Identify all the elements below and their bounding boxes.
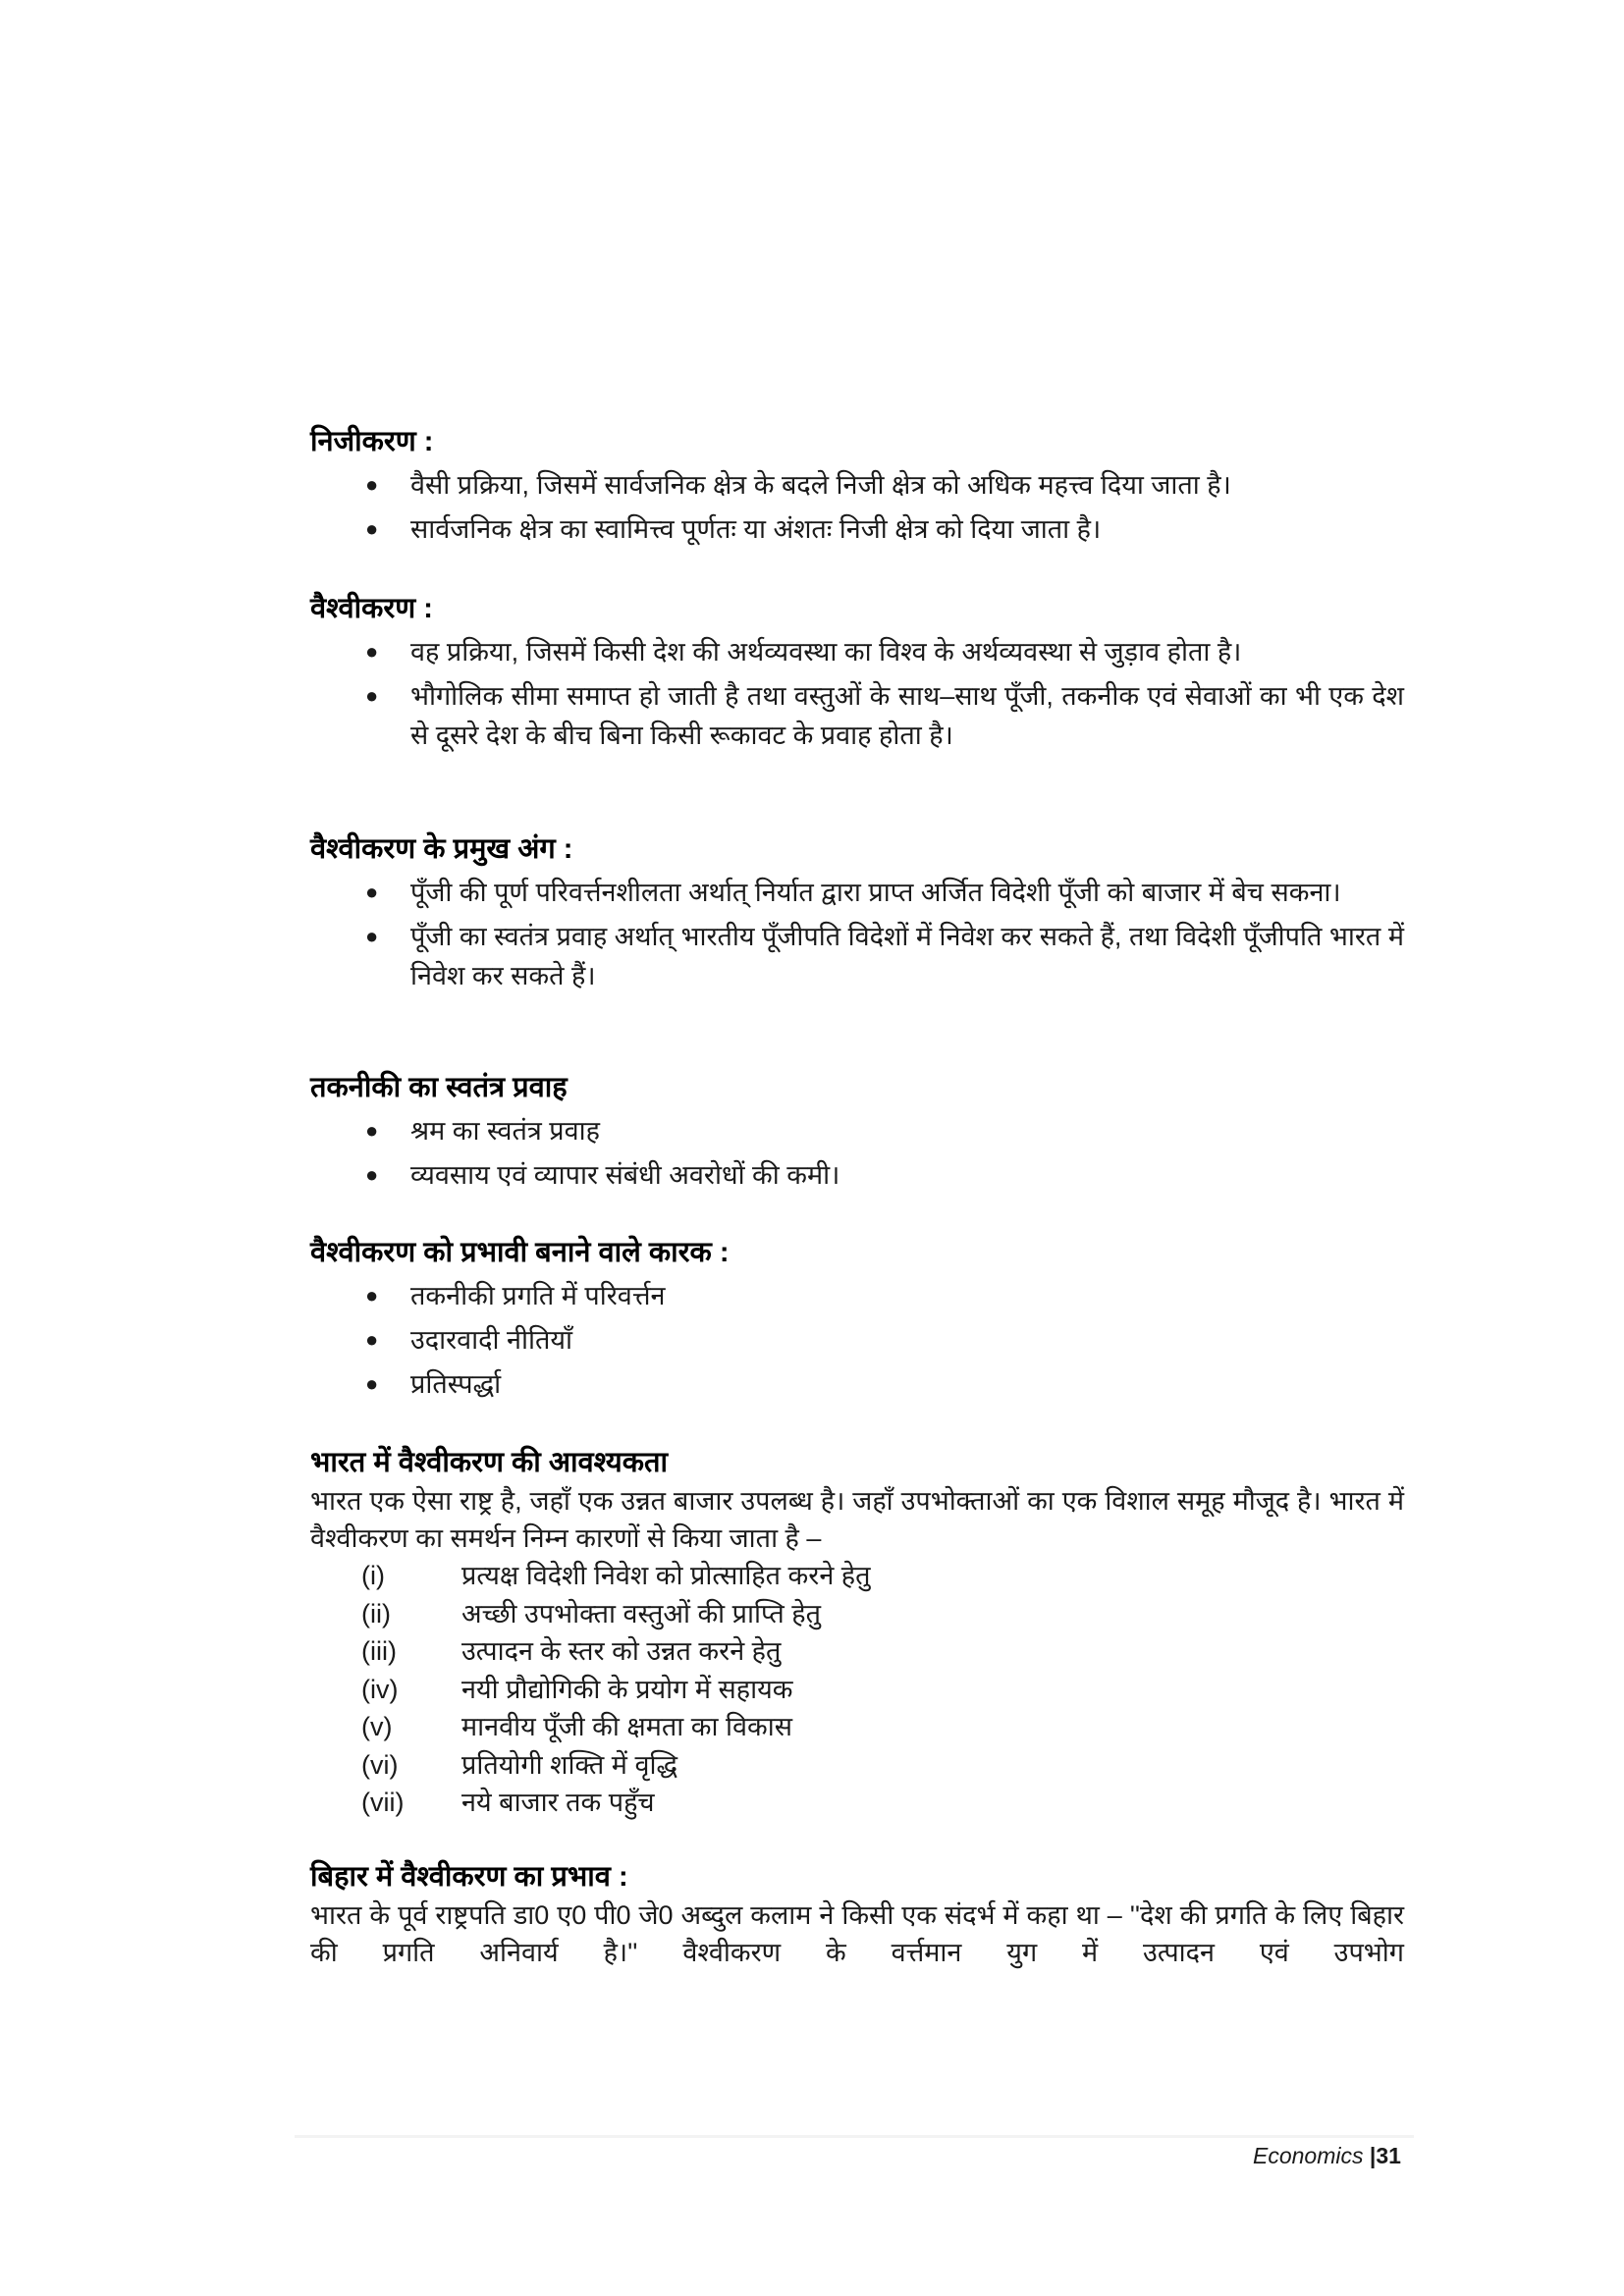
page-footer bbox=[1253, 2143, 1401, 2169]
numbered-list bbox=[310, 1557, 1404, 1822]
item-number: (iv) bbox=[361, 1674, 399, 1704]
list-item: ● पूँजी की पूर्ण परिवर्त्तनशीलता अर्थात् निर्यात द्वारा प्राप्त अर्जित विदेशी पूँजी को बाजार में बेच सकना। bbox=[310, 873, 1404, 912]
list-item: ● वह प्रक्रिया, जिसमें किसी देश की अर्थव्यवस्था का विश्व के अर्थव्यवस्था से जुड़ाव होता है। bbox=[310, 632, 1404, 671]
bullet-icon: ● bbox=[365, 1118, 379, 1143]
item-number: (iii) bbox=[361, 1636, 397, 1666]
bullet-icon: ● bbox=[365, 880, 379, 904]
list-item: (vii) नये बाजार तक पहुँच bbox=[310, 1784, 1404, 1822]
section-effective-factors bbox=[310, 1233, 1404, 1409]
list-item: (ii) अच्छी उपभोक्ता वस्तुओं की प्राप्ति हेतु bbox=[310, 1595, 1404, 1633]
list-item: ● तकनीकी प्रगति में परिवर्त्तन bbox=[310, 1276, 1404, 1315]
bullet-icon: ● bbox=[365, 639, 379, 664]
item-number: (v) bbox=[361, 1712, 393, 1741]
bullet-icon: ● bbox=[365, 1327, 379, 1352]
list-item: ● व्यवसाय एवं व्यापार संबंधी अवरोधों की कमी। bbox=[310, 1155, 1404, 1195]
bullet-icon: ● bbox=[365, 924, 379, 948]
list-item: ● उदारवादी नीतियाँ bbox=[310, 1320, 1404, 1360]
list-item: ● भौगोलिक सीमा समाप्त हो जाती है तथा वस्तुओं के साथ–साथ पूँजी, तकनीक एवं सेवाओं का भी एक देश से दूसरे देश के बीच बिना किसी रूकावट के प्रवाह होता है। bbox=[310, 676, 1404, 755]
item-number: (ii) bbox=[361, 1598, 391, 1629]
list-item: (iv) नयी प्रौद्योगिकी के प्रयोग में सहायक bbox=[310, 1671, 1404, 1709]
section-heading: बिहार में वैश्वीकरण का प्रभाव : bbox=[310, 1861, 628, 1893]
bullet-icon: ● bbox=[365, 1371, 379, 1396]
bullet-icon: ● bbox=[365, 683, 379, 708]
item-number: (i) bbox=[361, 1561, 385, 1590]
list-item: (v) मानवीय पूँजी की क्षमता का विकास bbox=[310, 1708, 1404, 1746]
page-number: 31 bbox=[1376, 2143, 1401, 2168]
list-item: (vi) प्रतियोगी शक्ति में वृद्धि bbox=[310, 1746, 1404, 1785]
section-need-in-india bbox=[310, 1443, 1404, 1822]
item-number: (vi) bbox=[361, 1749, 399, 1780]
bullet-icon: ● bbox=[365, 516, 379, 541]
list-item: ● पूँजी का स्वतंत्र प्रवाह अर्थात् भारतीय पूँजीपति विदेशों में निवेश कर सकते हैं, तथा विदेशी पूँजीपति भारत में निवेश कर सकते हैं। bbox=[310, 917, 1404, 995]
list-item: ● श्रम का स्वतंत्र प्रवाह bbox=[310, 1111, 1404, 1150]
paragraph: भारत एक ऐसा राष्ट्र है, जहाँ एक उन्नत बाजार उपलब्ध है। जहाँ उपभोक्ताओं का एक विशाल समूह मौजूद है। भारत में वैश्वीकरण का समर्थन निम्न कारणों से किया जाता है – bbox=[310, 1486, 1404, 1553]
paragraph: भारत के पूर्व राष्ट्रपति डा0 ए0 पी0 जे0 अब्दुल कलाम ने किसी एक संदर्भ में कहा था – ''देश की प्रगति के लिए बिहार की प्रगति अनिवार्य है।'' वैश्वीकरण के वर्त्तमान युग में उत्पादन एवं उपभोग bbox=[310, 1900, 1404, 1967]
section-globalization bbox=[310, 589, 1404, 760]
list-item: ● सार्वजनिक क्षेत्र का स्वामित्त्व पूर्णतः या अंशतः निजी क्षेत्र को दिया जाता है। bbox=[310, 509, 1404, 549]
section-globalization-components bbox=[310, 829, 1404, 1000]
section-privatization bbox=[310, 422, 1404, 554]
section-bihar-impact bbox=[310, 1857, 1404, 1971]
list-item: (i) प्रत्यक्ष विदेशी निवेश को प्रोत्साहित करने हेतु bbox=[310, 1557, 1404, 1595]
section-heading: निजीकरण : bbox=[310, 426, 434, 457]
section-heading: वैश्वीकरण : bbox=[310, 593, 433, 624]
bullet-icon: ● bbox=[365, 1162, 379, 1187]
footer-divider bbox=[295, 2135, 1414, 2138]
list-item: ● वैसी प्रक्रिया, जिसमें सार्वजनिक क्षेत्र के बदले निजी क्षेत्र को अधिक महत्त्व दिया जाता है। bbox=[310, 465, 1404, 505]
section-heading: वैश्वीकरण के प्रमुख अंग : bbox=[310, 833, 573, 865]
footer-separator: | bbox=[1369, 2143, 1377, 2168]
section-heading: वैश्वीकरण को प्रभावी बनाने वाले कारक : bbox=[310, 1237, 730, 1268]
item-number: (vii) bbox=[361, 1788, 405, 1817]
bullet-icon: ● bbox=[365, 472, 379, 497]
section-heading: भारत में वैश्वीकरण की आवश्यकता bbox=[310, 1447, 669, 1478]
list-item: (iii) उत्पादन के स्तर को उन्नत करने हेतु bbox=[310, 1632, 1404, 1671]
section-technology-flow bbox=[310, 1068, 1404, 1200]
bullet-icon: ● bbox=[365, 1283, 379, 1308]
footer-subject: Economics bbox=[1253, 2143, 1370, 2168]
section-heading: तकनीकी का स्वतंत्र प्रवाह bbox=[310, 1072, 568, 1103]
list-item: ● प्रतिस्पर्द्धा bbox=[310, 1364, 1404, 1404]
